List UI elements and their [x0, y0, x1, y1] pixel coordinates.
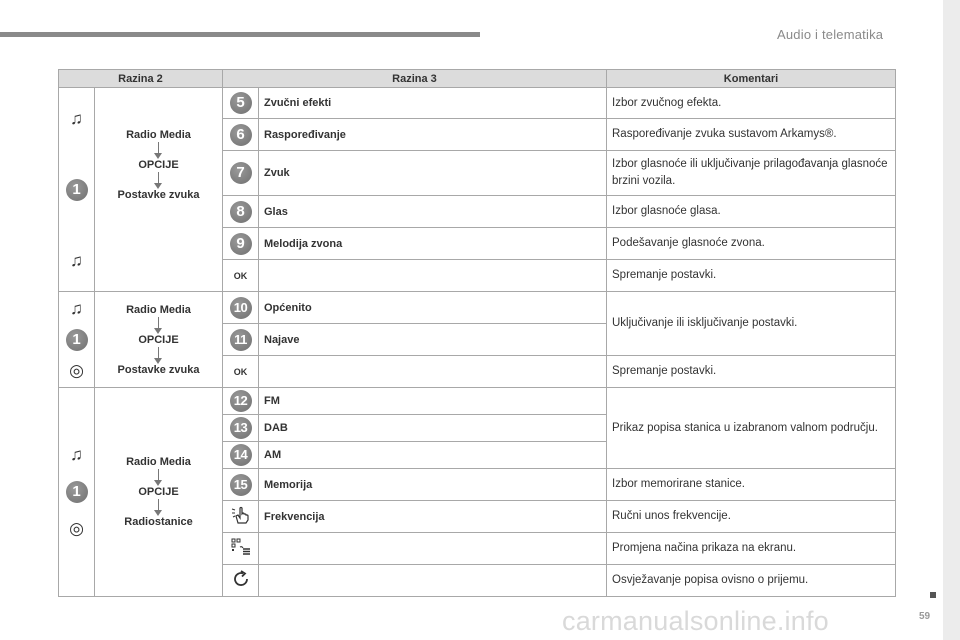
- menu-step: Radiostanice: [124, 516, 193, 528]
- comment-text: Izbor glasnoće glasa.: [607, 196, 896, 228]
- step-badge: 12: [230, 390, 252, 412]
- menu-step: OPCIJE: [138, 486, 179, 498]
- setting-label: Zvuk: [259, 151, 607, 196]
- setting-label: Općenito: [259, 292, 607, 324]
- setting-label: FM: [259, 388, 607, 415]
- hand-icon: [231, 506, 251, 524]
- comment-text: Izbor zvučnog efekta.: [607, 88, 896, 119]
- table-header-row: [59, 70, 896, 88]
- arrow-down-icon: [158, 499, 159, 511]
- refresh-icon: [231, 569, 251, 589]
- comment-text: Promjena načina prikaza na ekranu.: [607, 533, 896, 565]
- menu-step: Radio Media: [126, 128, 191, 141]
- comment-text: Osvježavanje popisa ovisno o prijemu.: [607, 565, 896, 597]
- step-badge: 10: [230, 297, 252, 319]
- setting-label: [259, 533, 607, 565]
- watermark: carmanualsonline.info: [562, 606, 829, 636]
- arrow-down-icon: [158, 347, 159, 359]
- menu-step: Radio Media: [126, 303, 191, 316]
- setting-label: Memorija: [259, 469, 607, 501]
- radio-station-icon: ◎: [69, 519, 84, 538]
- menu-step: Postavke zvuka: [117, 188, 200, 201]
- setting-label: Najave: [259, 324, 607, 356]
- setting-label: Zvučni efekti: [259, 88, 607, 119]
- step-badge: 8: [230, 201, 252, 223]
- sound-settings-icon: ◎: [69, 360, 84, 380]
- music-note-icon: ♫: [70, 445, 83, 464]
- step-badge: 7: [230, 162, 252, 184]
- music-note-icon: ♫: [70, 108, 83, 128]
- comment-text: Uključivanje ili isključivanje postavki.: [607, 292, 896, 356]
- menu-step: OPCIJE: [138, 333, 179, 346]
- step-badge: 15: [230, 474, 252, 496]
- group-icons: [59, 88, 95, 292]
- menu-path: [95, 292, 223, 388]
- comment-text: Raspoređivanje zvuka sustavom Arkamys®.: [607, 119, 896, 151]
- header-bar: [0, 32, 480, 37]
- setting-label: Raspoređivanje: [259, 119, 607, 151]
- arrow-down-icon: [158, 172, 159, 184]
- step-badge: 5: [230, 92, 252, 114]
- setting-label: AM: [259, 442, 607, 469]
- list-view-icon: [231, 538, 251, 556]
- step-badge: 1: [66, 481, 88, 503]
- comment-text: Spremanje postavki.: [607, 260, 896, 292]
- comment-text: Ručni unos frekvencije.: [607, 501, 896, 533]
- music-note-icon: ♫: [70, 298, 83, 318]
- section-title: Audio i telematika: [777, 27, 884, 42]
- setting-label: Frekvencija: [259, 501, 607, 533]
- group-icons: [59, 292, 95, 388]
- setting-label: [259, 356, 607, 388]
- setting-label: [259, 565, 607, 597]
- step-badge: 13: [230, 417, 252, 439]
- comment-text: Izbor memorirane stanice.: [607, 469, 896, 501]
- header-level2: Razina 2: [59, 70, 223, 88]
- step-badge: 9: [230, 233, 252, 255]
- arrow-down-icon: [158, 469, 159, 481]
- table-row: [59, 88, 896, 119]
- step-badge: 14: [230, 444, 252, 466]
- ok-label: OK: [233, 270, 248, 281]
- menu-step: Radio Media: [126, 456, 191, 468]
- menu-path: [95, 388, 223, 597]
- page-marker: [930, 592, 936, 598]
- comment-text: Podešavanje glasnoće zvona.: [607, 228, 896, 260]
- menu-step: OPCIJE: [138, 158, 179, 171]
- arrow-down-icon: [158, 142, 159, 154]
- table-row: [59, 292, 896, 324]
- group-icons: [59, 388, 95, 597]
- menu-path: [95, 88, 223, 292]
- setting-label: Glas: [259, 196, 607, 228]
- page-edge-strip: [943, 0, 960, 640]
- setting-label: [259, 260, 607, 292]
- step-badge: 11: [230, 329, 252, 351]
- arrow-down-icon: [158, 317, 159, 329]
- setting-label: Melodija zvona: [259, 228, 607, 260]
- step-badge: 1: [66, 329, 88, 351]
- step-badge: 6: [230, 124, 252, 146]
- comment-text: Izbor glasnoće ili uključivanje prilagođavanja glasnoće brzini vozila.: [607, 151, 896, 196]
- header-comments: Komentari: [607, 70, 896, 88]
- table-row: [59, 388, 896, 415]
- music-settings-icon: ♫: [70, 250, 83, 270]
- header-level3: Razina 3: [223, 70, 607, 88]
- page-number: 59: [919, 611, 931, 622]
- comment-text: Spremanje postavki.: [607, 356, 896, 388]
- settings-table: [58, 69, 896, 597]
- ok-label: OK: [233, 366, 248, 377]
- comment-text: Prikaz popisa stanica u izabranom valnom području.: [607, 388, 896, 469]
- step-badge: 1: [66, 179, 88, 201]
- setting-label: DAB: [259, 415, 607, 442]
- menu-step: Postavke zvuka: [117, 363, 200, 376]
